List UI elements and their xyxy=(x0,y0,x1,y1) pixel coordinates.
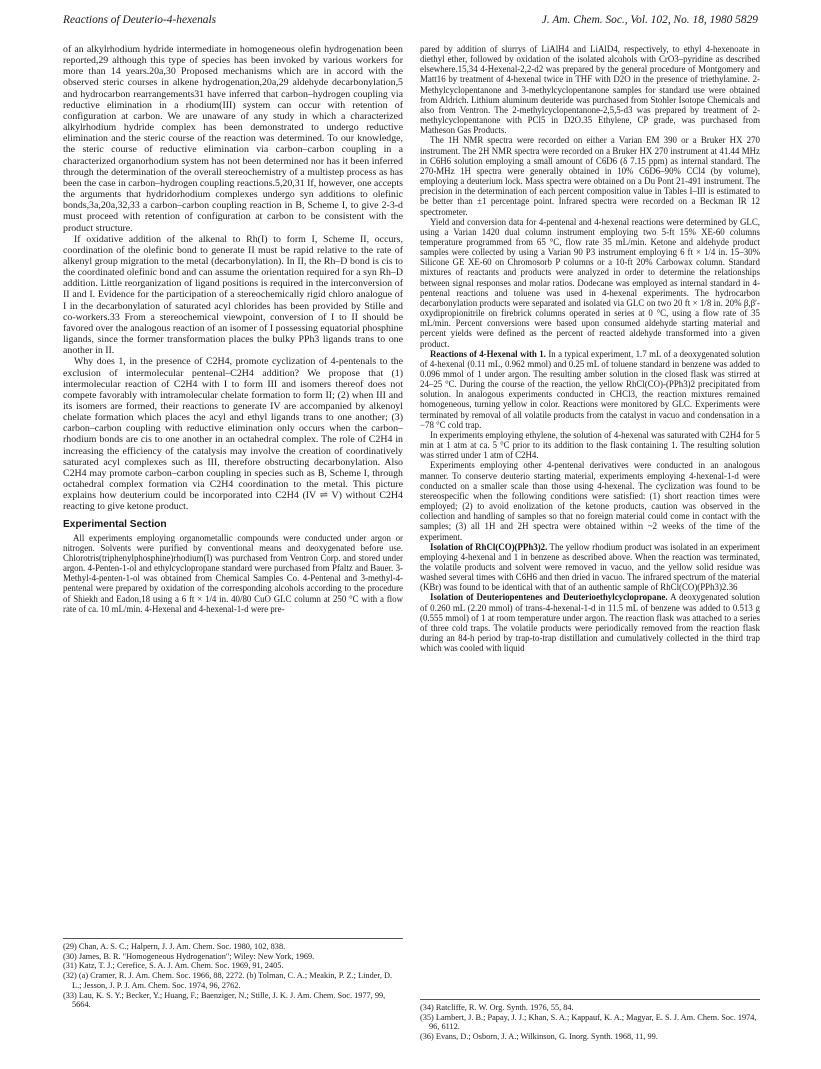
footnote: (36) Evans, D.; Osborn, J. A.; Wilkinson, G. Inorg. Synth. 1968, 11, 99. xyxy=(420,1032,658,1042)
footnote: (33) Lau, K. S. Y.; Becker, Y.; Huang, F.; Baenziger, N.; Stille, J. K. J. Am. Chem. Soc. 1977, 99, 5664. xyxy=(63,990,386,1010)
subsection-heading: Isolation of RhCl(CO)(PPh3)2. xyxy=(430,541,548,552)
paragraph xyxy=(420,592,760,653)
paragraph: of an alkylrhodium hydride intermediate in homogeneous olefin hydrogenation been reported,29 although this type of species has been invoked by various workers for more than 14 years.20a,30 Proposed mechanisms which are in accord with the observed steric courses in alkene hydrogenation,20a,29 aldehyde decarbonylation,5 and hydrocarbon rearrangements31 have inferred that carbon–hydrogen coupling via reductive elimination in a rhodium(III) system can occur with retention of configuration at carbon. We are unaware of any study in which a characterized alkylrhodium hydride complex has been demonstrated to undergo reductive elimination and the steric course of the reaction was determined. To our knowledge, the steric course of reductive elimination via carbon–carbon coupling in a characterized organorhodium system has not been determined nor has it been inferred through the determination of the overall stereochemistry of a multistep process as has been the case in carbon–hydrogen coupling reactions.5,20,31 If, however, one accepts the arguments that hydridorhodium complexes undergo syn additions to olefinic bonds,3a,20a,32,33 a carbon–carbon coupling reaction in B, Scheme I, to give 2-3-d must proceed with retention of configuration at carbon to be consistent with the product structure. xyxy=(63,44,403,234)
paragraph: If oxidative addition of the alkenal to Rh(I) to form I, Scheme II, occurs, coordination of the olefinic bond to generate II must be rapid relative to the rate of alkenyl group migration to the metal (decarbonylation). In II, the Rh–D bond is cis to the coordinated olefinic bond and can assume the orientation required for a syn Rh–D addition. Little reorganization of ligand positions is required in the interconversion of II and I. Evidence for the participation of a stereochemically rigid chloro analogue of I in the decarbonylation of saturated acyl chlorides has been provided by Stille and co-workers.33 From a stereochemical viewpoint, conversion of I to II should be favored over the analogous reaction of an isomer of I possessing equatorial phosphine ligands, since the former transformation places the bulky PPh3 ligands trans to one another in II. xyxy=(63,233,403,357)
experimental-text-continued xyxy=(420,44,760,653)
footnotes-right xyxy=(420,999,760,1042)
paragraph: Why does 1, in the presence of C2H4, promote cyclization of 4-pentenals to the exclusion of intermolecular pentenal–C2H4 addition? We propose that (1) intermolecular reaction of C2H4 with I to form III and isomers thereof does not compete favorably with intramolecular chelate formation to form II; (2) when III and its isomers are formed, their reactions to generate IV are accompanied by alkenoyl chelate formation which places the acyl and ethyl ligands trans to one another; (3) carbon–carbon coupling with reductive elimination only occurs when the carbon–rhodium bonds are cis to one another in an octahedral complex. The role of C2H4 in increasing the efficiency of the catalysis may involve the creation of coordinatively saturated acyl complexes such as III, therefore obstructing decarbonylation. Also C2H4 may promote carbon–carbon coupling in species such as B, Scheme I, through octahedral complex formation via C2H4 coordination to the metal. This picture explains how deuterium could be incorporated into C2H4 (IV ⇌ V) without C2H4 reacting to give ketone product. xyxy=(63,356,403,513)
paragraph: pared by addition of slurrys of LiAlH4 and LiAlD4, respectively, to ethyl 4-hexenoate in diethyl ether, followed by oxidation of the isolated alcohols with CrO3–pyridine as described elsewhere.15,34 4-Hexenal-2,2-d2 was prepared by the general procedure of Montgomery and Matt16 by treatment of 4-hexenal twice in THF with D2O in the presence of triethylamine. 2-Methylcyclopentanone and 3-methylcyclopentanone samples for standard use were obtained from Aldrich. Lithium aluminum deuteride was purchased from Stohler Isotope Chemicals and also from Ventron. The 2-methylcyclopentanone-2,5,5-d3 was prepared by treatment of 2-methylcyclopentanone with PCl5 in D2O.35 Ethylene, CP grade, was purchased from Matheson Gas Products. xyxy=(420,44,760,136)
footnote: (34) Ratcliffe, R. W. Org. Synth. 1976, 55, 84. xyxy=(420,1003,574,1012)
paragraph: Yield and conversion data for 4-pentenal and 4-hexenal reactions were determined by GLC, using a Varian 1420 dual column instrument employing two 5-ft 15% XE-60 columns temperature programmed from 65 °C, flow rate 35 mL/min. Ketone and aldehyde product samples were collected by using a Varian 90 P3 instrument employing 6 ft × 1/4 in. 15–30% Silicone GE XE-60 on Chromosorb P columns or a 10-ft 20% Carbowax column. Standard mixtures of reactants and products were analyzed in order to determine the relationships between signal responses and molar ratios. Dodecane was employed as internal standard in 4-pentenal reactions and toluene was used in 4-hexenal experiments. The hydrocarbon decarbonylation products were separated and isolated via GLC on two 20 ft × 1/8 in. 20% β,β′-oxydipropionitrile on firebrick columns operated in series at 0 °C, using a flow rate of 35 mL/min. Percent conversions were based upon consumed aldehyde starting material and percent yields were defined as the percent of reacted aldehyde transformed into a given product. xyxy=(420,216,760,349)
paragraph: In experiments employing ethylene, the solution of 4-hexenal was saturated with C2H4 for 5 min at 1 atm at ca. 5 °C prior to its addition to the flask containing 1. The resulting solution was stirred under 1 atm of C2H4. xyxy=(420,429,760,461)
footnote: (31) Katz, T. J.; Cerefice, S. A. J. Am. Chem. Soc. 1969, 91, 2405. xyxy=(63,961,284,971)
paragraph xyxy=(420,349,760,430)
footnotes-left xyxy=(63,938,403,1010)
paragraph: The 1H NMR spectra were recorded on either a Varian EM 390 or a Bruker HX 270 instrument. The 2H NMR spectra were recorded on a Bruker HX 270 instrument at 41.44 MHz in C6H6 solution employing a small amount of C6D6 (δ 7.15 ppm) as internal standard. The 270-MHz 1H spectra were generally obtained in 10% C6D6–90% CCl4 (by volume), employing a deuterium lock. Mass spectra were obtained on a Du Pont 21-491 instrument. The precision in the determination of each percent composition value in Tables I–III is estimated to be better than ±1 percentage point. Infrared spectra were recorded on a Beckman IR 12 spectrometer. xyxy=(420,135,760,217)
right-column xyxy=(420,44,760,653)
discussion-text xyxy=(63,44,403,513)
paragraph xyxy=(420,542,760,593)
footnote: (35) Lambert, J. B.; Papay, J. J.; Khan, S. A.; Kappauf, K. A.; Magyar, E. S. J. Am. Chem. Soc. 1974, 96, 6112. xyxy=(420,1012,757,1032)
paragraph-text: A deoxygenated solution of 0.260 mL (2.20 mmol) of trans-4-hexenal-1-d in 11.5 mL of benzene was added to 0.513 g (0.555 mmol) of 1 at room temperature under argon. The reaction flask was attached to a series of three cold traps. The volatile products were periodically removed from the reaction flask during an 84-h period by trap-to-trap distillation and cumulatively collected in the third trap which was cooled with liquid xyxy=(420,592,760,654)
running-header-title: Reactions of Deuterio-4-hexenals xyxy=(63,14,217,26)
paragraph: All experiments employing organometallic compounds were conducted under argon or nitrogen. Solvents were purified by conventional means and deoxygenated before use. Chlorotris(triphenylphosphine)rhodium(I) was purchased from Ventron Corp. and stored under argon. 4-Penten-1-ol and ethylcyclopropane standard were purchased from Pfaltz and Bauer. 3-Methyl-4-penten-1-ol was obtained from Chemical Samples Co. 4-Pentenal and 3-methyl-4-pentenal were prepared by oxidation of the corresponding alcohols according to the procedure of Shiekh and Eadon,18 using a 6 ft × 1/4 in. 40/80 CuO GLC column at 250 °C with a flow rate of ca. 10 mL/min. 4-Hexenal and 4-hexenal-1-d were pre- xyxy=(63,532,403,614)
left-column xyxy=(63,44,403,614)
paragraph: Experiments employing other 4-pentenal derivatives were conducted in an analogous manner. To conserve deuterio starting material, experiments employing 4-hexenal-1-d were conducted on a smaller scale than those using 4-hexenal. The cyclization was found to be stereospecific when the following conditions were satisfied: (1) short reaction times were employed; (2) to avoid enolization of the ketone products, caution was observed in the collection and handling of samples so that no foreign material could come in contact with the samples; (3) all 1H and 2H spectra were obtained within ~2 weeks of the time of the experiment. xyxy=(420,460,760,542)
subsection-heading: Reactions of 4-Hexenal with 1. xyxy=(430,348,546,359)
footnote: (29) Chan, A. S. C.; Halpern, J. J. Am. Chem. Soc. 1980, 102, 838. xyxy=(63,942,286,951)
subsection-heading: Isolation of Deuteriopentenes and Deuterioethylcyclopropane. xyxy=(430,592,668,603)
paragraph-text: In a typical experiment, 1.7 mL of a deoxygenated solution of 4-hexenal (0.11 mL, 0.962 mmol) and 0.25 mL of toluene standard in benzene was added to 0.096 mmol of 1 under argon. The resulting amber solution in the closed flask was stirred at 24–25 °C. During the course of the reaction, the yellow RhCl(CO)-(PPh3)2 precipitated from solution. In analogous experiments conducted in CHCl3, the reaction mixtures remained homogeneous, turning yellow in color. Reactions were monitored by GLC. Experiments were terminated by removal of all volatile products from the catalyst in vacuo and condensation in a −78 °C cold trap. xyxy=(420,348,760,430)
paragraph-text: The yellow rhodium product was isolated in an experiment employing 4-hexenal and 1 in benzene as described above. When the reaction was terminated, the volatile products and solvent were removed in vacuo, and the yellow solid residue was washed several times with C6H6 and then dried in vacuo. The infrared spectrum of the material (KBr) was found to be identical with that of an authentic sample of RhCl(CO)(PPh3)2.36 xyxy=(420,541,760,593)
experimental-text xyxy=(63,533,403,614)
section-heading: Experimental Section xyxy=(63,518,167,530)
footnote: (30) James, B. R. "Homogeneous Hydrogenation"; Wiley: New York, 1969. xyxy=(63,951,315,961)
footnote: (32) (a) Cramer, R. J. Am. Chem. Soc. 1966, 88, 2272. (b) Tolman, C. A.; Meakin, P. Z.; Linder, D. L.; Jesson, J. P. J. Am. Chem. Soc. 1974, 96, 2762. xyxy=(63,971,393,990)
running-header-journal: J. Am. Chem. Soc., Vol. 102, No. 18, 1980 5829 xyxy=(541,14,758,26)
